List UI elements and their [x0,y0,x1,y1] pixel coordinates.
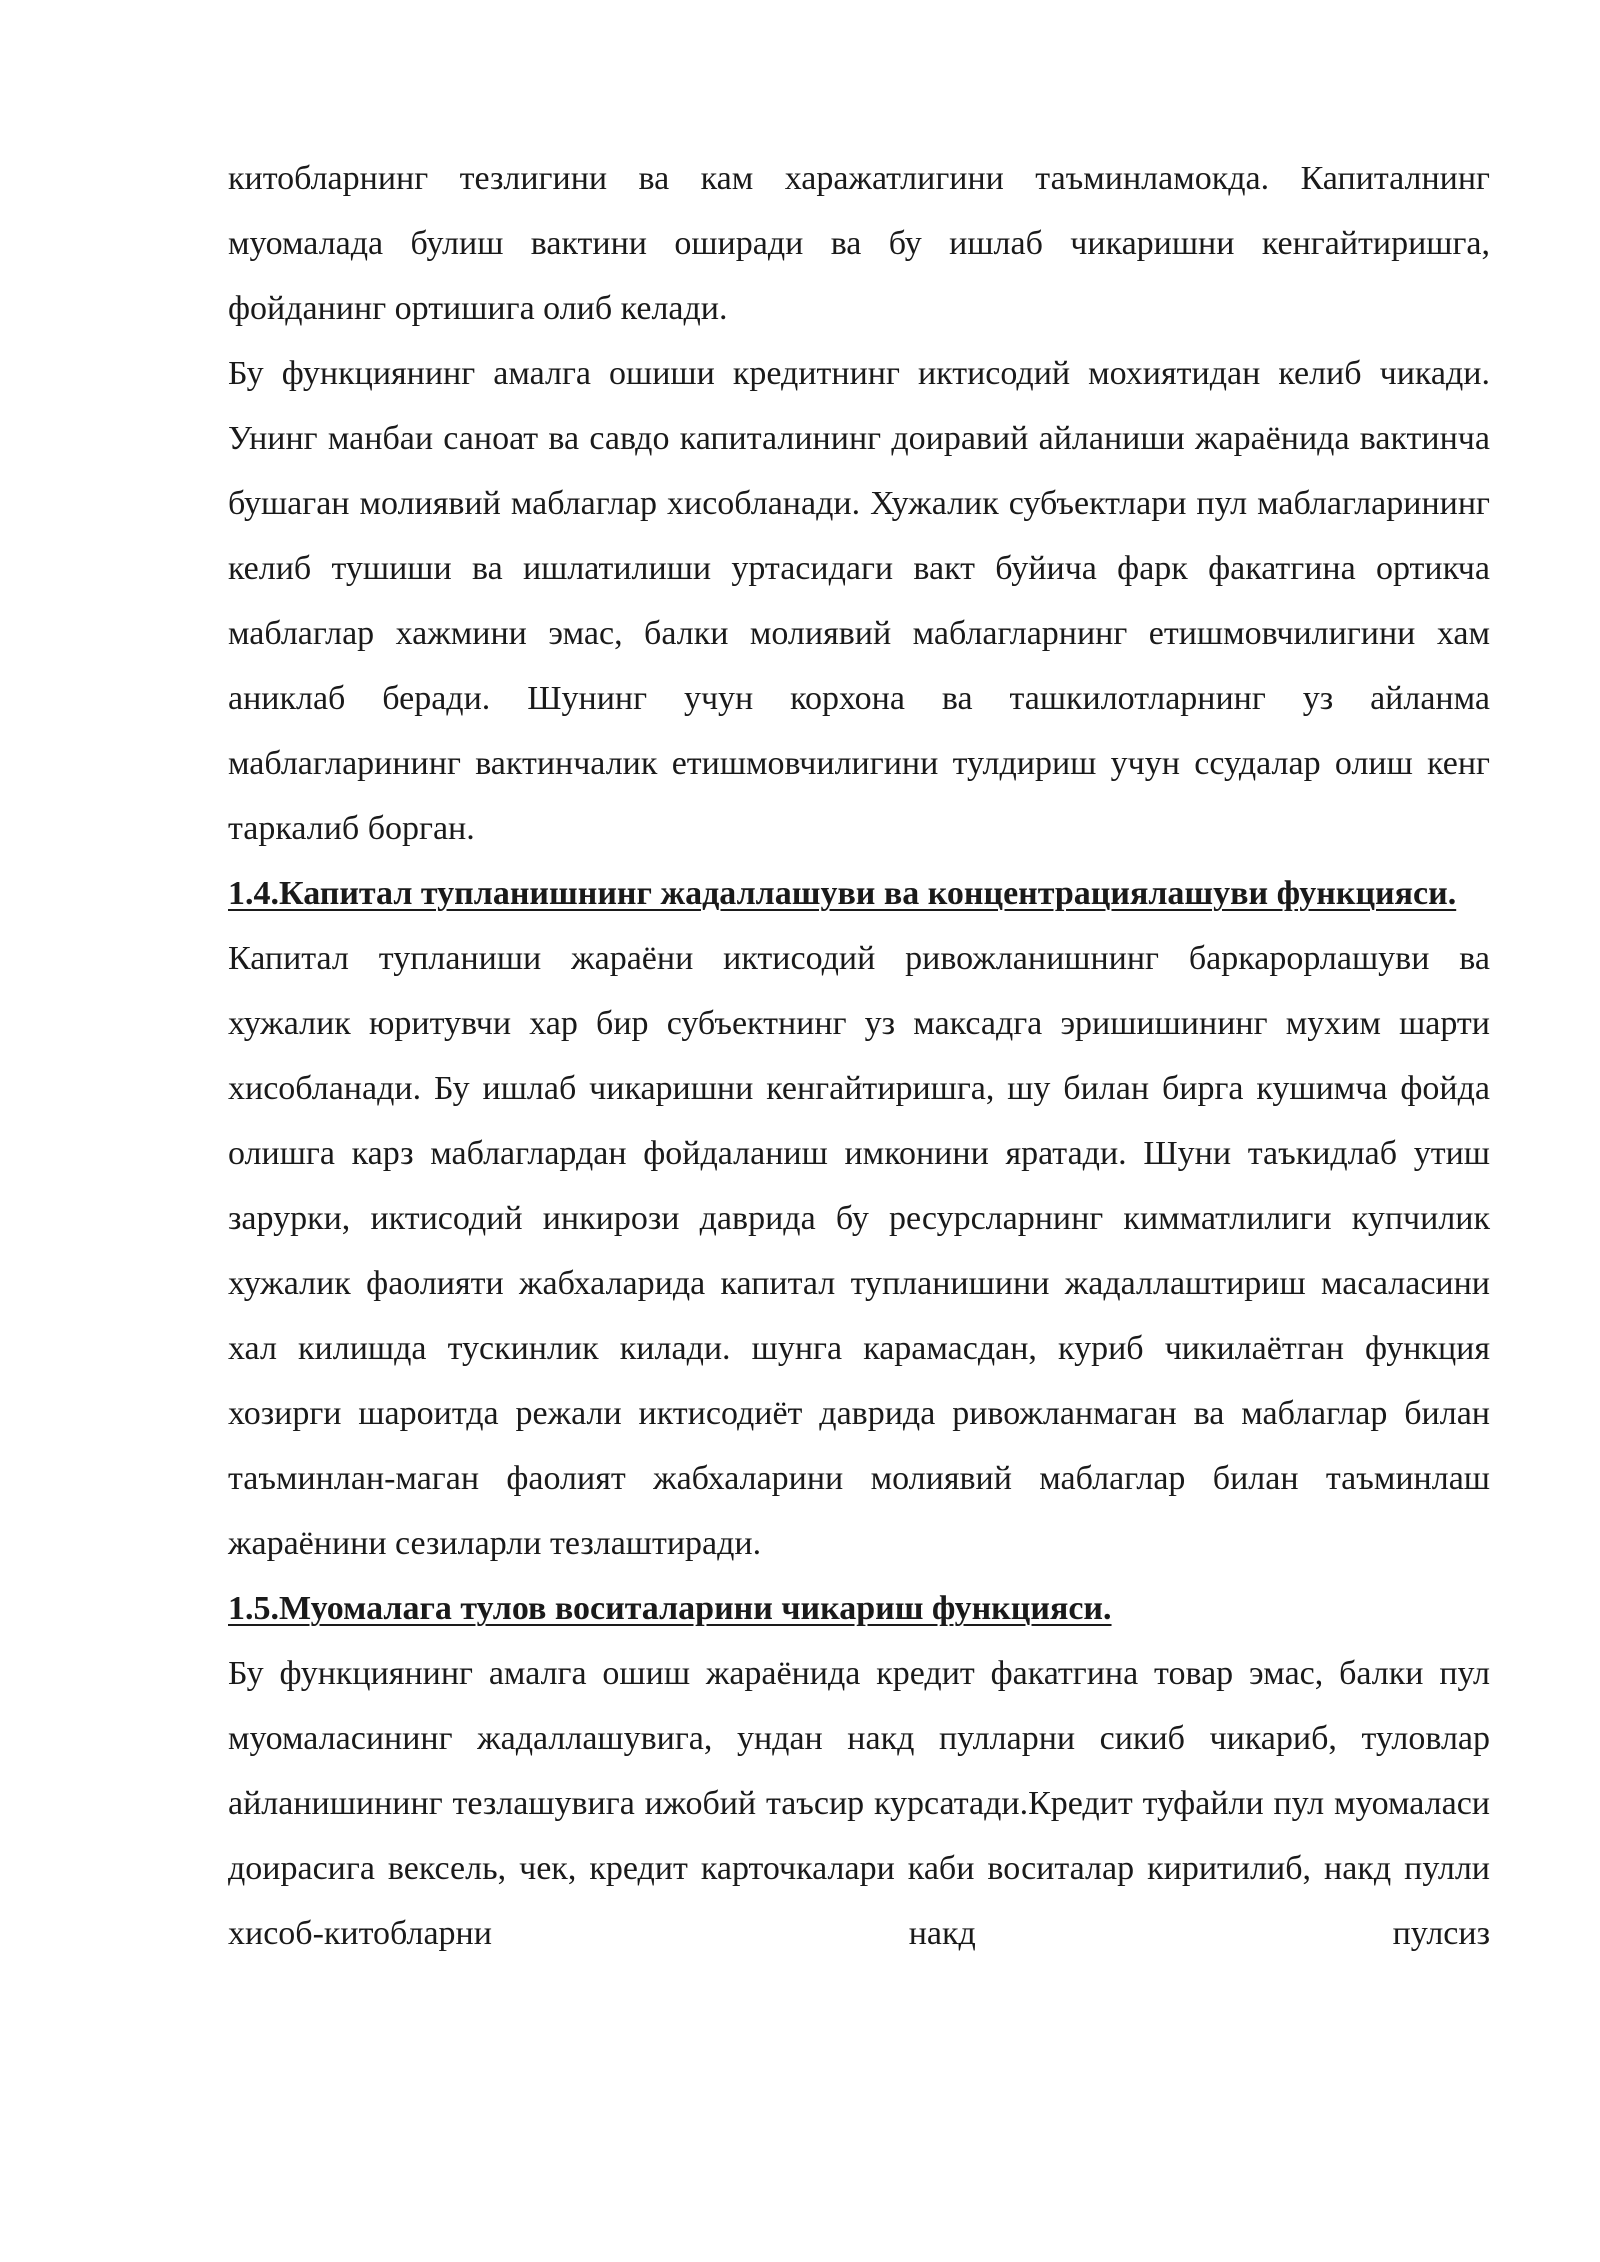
document-page [228,146,1490,1966]
section-heading-1-4: 1.4.Капитал тупланишнинг жадаллашуви ва концентрациялашуви функцияси. [228,875,1457,912]
section-heading-1-5: 1.5.Муомалага тулов воситаларини чикариш функцияси. [228,1590,1112,1627]
paragraph-credit-function: Бу функциянинг амалга ошиши кредитнинг иктисодий мохиятидан келиб чикади. Унинг манбаи саноат ва савдо капиталининг доиравий айланиши жараёнида вактинча бушаган молиявий маблаглар хисобланади. Хужалик субъектлари пул маблагларининг келиб тушиши ва ишлатилиши уртасидаги вакт буйича фарк факатгина ортикча маблаглар хажмини эмас, балки молиявий маблагларнинг етишмовчилигини хам аниклаб беради. Шунинг учун корхона ва ташкилотларнинг уз айланма маблагларининг вактинчалик етишмовчилигини тулдириш учун ссудалар олиш кенг таркалиб борган. [228,355,1490,847]
paragraph-payment-instruments: Бу функциянинг амалга ошиш жараёнида кредит факатгина товар эмас, балки пул муомаласининг жадаллашувига, ундан накд пулларни сикиб чикариб, туловлар айланишининг тезлашувига ижобий таъсир курсатади.Кредит туфайли пул муомаласи доирасига вексель, чек, кредит карточкалари каби воситалар киритилиб, накд пулли хисоб-китобларни накд пулсиз [228,1655,1490,1952]
paragraph-capital-accumulation: Капитал тупланиши жараёни иктисодий ривожланишнинг баркарорлашуви ва хужалик юритувчи хар бир субъектнинг уз максадга эришишининг мухим шарти хисобланади. Бу ишлаб чикаришни кенгайтиришга, шу билан бирга кушимча фойда олишга карз маблаглардан фойдаланиш имконини яратади. Шуни таъкидлаб утиш зарурки, иктисодий инкирози даврида бу ресурсларнинг кимматлилиги купчилик хужалик фаолияти жабхаларида капитал тупланишини жадаллаштириш масаласини хал килишда тускинлик килади. шунга карамасдан, куриб чикилаётган функция хозирги шароитда режали иктисодиёт даврида ривожланмаган ва маблаглар билан таъминлан-маган фаолият жабхаларини молиявий маблаглар билан таъминлаш жараёнини сезиларли тезлаштиради. [228,940,1490,1562]
paragraph-continuation: китобларнинг тезлигини ва кам харажатлигини таъминламокда. Капиталнинг муомалада булиш вактини оширади ва бу ишлаб чикаришни кенгайтиришга, фойданинг ортишига олиб келади. [228,160,1490,327]
